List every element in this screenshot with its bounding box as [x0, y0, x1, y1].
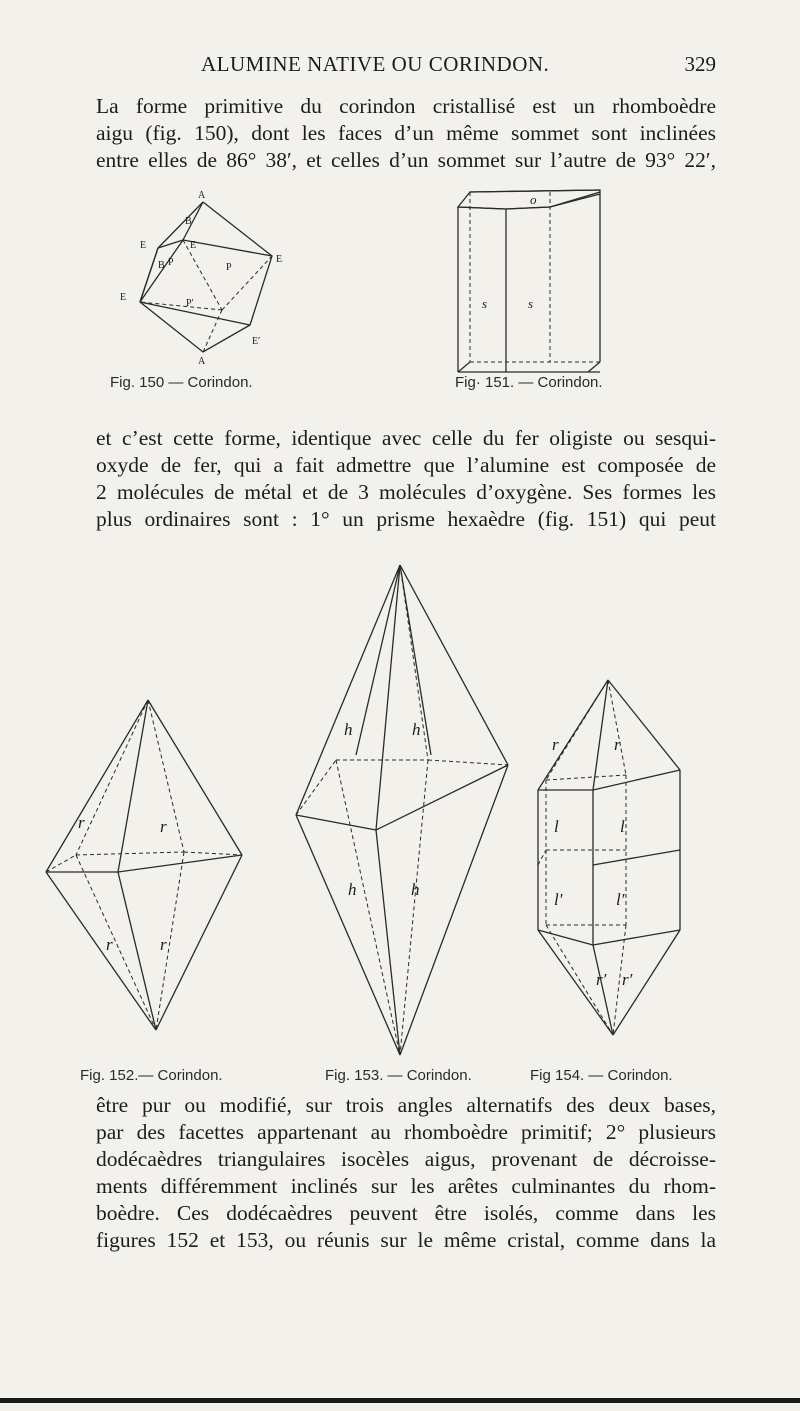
caption-fig-152: Fig. 152.— Corindon.: [80, 1067, 223, 1084]
label-E: E: [120, 292, 127, 303]
text-line: oxyde de fer, qui a fait admettre que l’alumine est composée de: [96, 453, 716, 477]
caption-fig-154: Fig 154. — Corindon.: [530, 1067, 673, 1084]
figure-154-combined-crystal: [538, 680, 684, 1035]
label-r-prime: r′: [596, 970, 607, 989]
label-E: E: [276, 254, 283, 265]
label-h: h: [348, 880, 357, 899]
label-r: r: [614, 735, 621, 754]
label-r: r: [106, 935, 113, 954]
label-P-prime: P′: [186, 298, 194, 309]
label-l-prime: l′: [554, 890, 563, 909]
label-P: P: [226, 262, 232, 273]
text-line: aigu (fig. 150), dont les faces d’un même sommet sont inclinées: [96, 121, 716, 145]
paragraph-1: [96, 93, 716, 174]
paragraph-3: [96, 1092, 716, 1254]
label-r: r: [78, 813, 85, 832]
paragraph-2: [96, 425, 716, 533]
figure-150-rhombohedron: [110, 172, 300, 367]
label-s: s: [482, 296, 488, 311]
text-line: plus ordinaires sont : 1° un prisme hexaèdre (fig. 151) qui peut: [96, 507, 716, 531]
label-s: s: [528, 296, 534, 311]
label-l: l: [554, 817, 559, 836]
text-line: être pur ou modifié, sur trois angles alternatifs des deux bases,: [96, 1093, 716, 1117]
label-h: h: [344, 720, 353, 739]
label-r-prime: r′: [622, 970, 633, 989]
caption-fig-151: Fig· 151. — Corindon.: [455, 374, 603, 391]
label-o: o: [530, 192, 537, 207]
text-line: 2 molécules de métal et de 3 molécules d’oxygène. Ses formes les: [96, 480, 716, 504]
text-line: dodécaèdres triangulaires isocèles aigus, provenant de décroisse-: [96, 1147, 716, 1171]
label-l-prime: l′: [616, 890, 625, 909]
text-line: par des facettes appartenant au rhomboèdre primitif; 2° plusieurs: [96, 1120, 716, 1144]
label-h: h: [411, 880, 420, 899]
caption-fig-150: Fig. 150 — Corindon.: [110, 374, 253, 391]
label-r: r: [160, 817, 167, 836]
label-A-bottom: A: [198, 356, 206, 367]
text-line: figures 152 et 153, ou réunis sur le même cristal, comme dans la: [96, 1228, 716, 1252]
bottom-edge-rule: [0, 1398, 800, 1403]
label-l: l: [620, 817, 625, 836]
caption-fig-153: Fig. 153. — Corindon.: [325, 1067, 472, 1084]
running-title: ALUMINE NATIVE OU CORINDON.: [201, 52, 550, 76]
text-line: ments différemment inclinés sur les arêtes culminantes du rhom-: [96, 1174, 716, 1198]
label-B: B: [185, 216, 192, 227]
running-header: [96, 52, 716, 82]
figure-151-hexagonal-prism: [440, 172, 620, 372]
text-line: entre elles de 86° 38′, et celles d’un sommet sur l’autre de 93° 22′,: [96, 148, 716, 172]
figure-153-acute-dodecahedron: [296, 565, 512, 1055]
text-line: La forme primitive du corindon cristallisé est un rhomboèdre: [96, 94, 716, 118]
label-E-prime: E′: [252, 336, 261, 347]
text-line: et c’est cette forme, identique avec celle du fer oligiste ou sesqui-: [96, 426, 716, 450]
label-A-top: A: [198, 190, 206, 201]
page-number: 329: [684, 52, 716, 76]
text-line: boèdre. Ces dodécaèdres peuvent être isolés, comme dans les: [96, 1201, 716, 1225]
label-P: P: [168, 257, 174, 268]
label-E: E: [190, 240, 197, 251]
figure-152-dodecahedron: [46, 700, 242, 1030]
label-h: h: [412, 720, 421, 739]
label-B: B: [158, 260, 165, 271]
label-r: r: [552, 735, 559, 754]
label-E: E: [140, 240, 147, 251]
label-r: r: [160, 935, 167, 954]
